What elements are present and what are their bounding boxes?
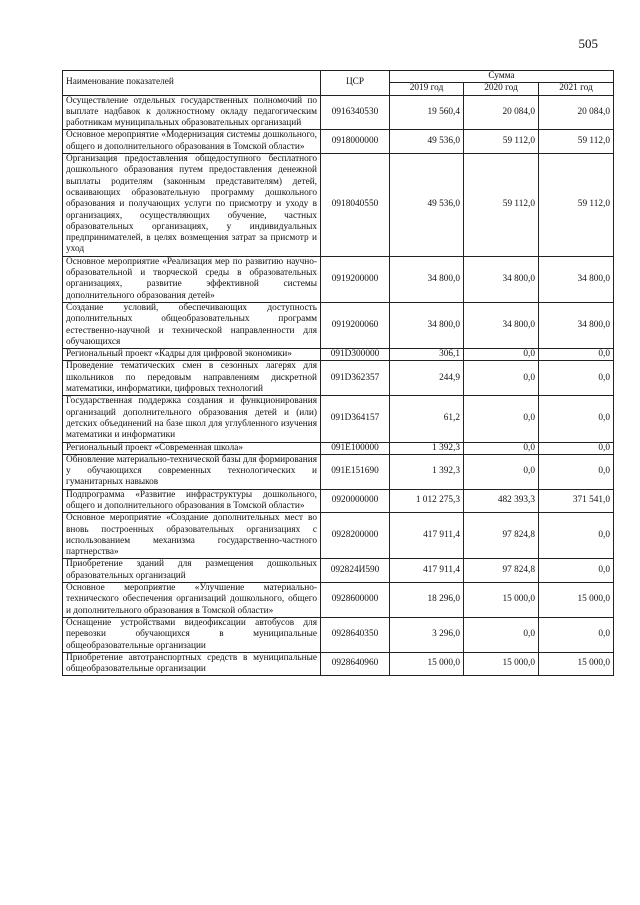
row-name: Организация предоставления общедоступного бесплатного дошкольного образования путем предоставления денежной выплаты родителям (законным представителям) детей, осваивающих образовательную программу дошкольного образования и получающих услуги по присмотру и уходу в организациях, осуществляющих обучение, частных образовательных организациях, у индивидуальных предпринимателей, в целях возмещения затрат за присмотр и уход xyxy=(63,154,321,257)
row-csr: 0928640960 xyxy=(321,652,390,676)
row-value-2020: 0,0 xyxy=(464,349,539,361)
table-row xyxy=(63,489,614,513)
row-value-2019: 49 536,0 xyxy=(390,154,464,257)
row-value-2021: 15 000,0 xyxy=(539,652,614,676)
row-value-2020: 482 393,3 xyxy=(464,489,539,513)
row-csr: 0920000000 xyxy=(321,489,390,513)
row-value-2020: 0,0 xyxy=(464,454,539,489)
row-value-2019: 3 296,0 xyxy=(390,617,464,652)
row-value-2020: 34 800,0 xyxy=(464,256,539,302)
table-row xyxy=(63,302,614,348)
row-csr: 091E151690 xyxy=(321,454,390,489)
row-value-2020: 59 112,0 xyxy=(464,154,539,257)
row-value-2019: 1 392,3 xyxy=(390,442,464,454)
row-value-2020: 34 800,0 xyxy=(464,302,539,348)
row-value-2021: 0,0 xyxy=(539,617,614,652)
table-row xyxy=(63,513,614,559)
row-name: Основное мероприятие «Создание дополнительных мест во вновь построенных образовательных организациях с использованием механизма государственно-частного партнерства» xyxy=(63,513,321,559)
row-csr: 0928200000 xyxy=(321,513,390,559)
row-csr: 0918040550 xyxy=(321,154,390,257)
row-name: Оснащение устройствами видеофиксации автобусов для перевозки обучающихся в муниципальные общеобразовательные организации xyxy=(63,617,321,652)
row-value-2020: 15 000,0 xyxy=(464,583,539,618)
row-csr: 0928600000 xyxy=(321,583,390,618)
row-name: Основное мероприятие «Улучшение материально-технического обеспечения организаций дошкольного, общего и дополнительного образования в Томской области» xyxy=(63,583,321,618)
row-csr: 091D362357 xyxy=(321,361,390,396)
row-name: Создание условий, обеспечивающих доступность дополнительных общеобразовательных программ естественно-научной и технической направленности для обучающихся xyxy=(63,302,321,348)
row-value-2021: 0,0 xyxy=(539,559,614,583)
table-row xyxy=(63,559,614,583)
row-name: Основное мероприятие «Модернизация системы дошкольного, общего и дополнительного образования в Томской области» xyxy=(63,130,321,154)
table-row xyxy=(63,442,614,454)
row-value-2019: 49 536,0 xyxy=(390,130,464,154)
table-row xyxy=(63,256,614,302)
row-value-2020: 0,0 xyxy=(464,617,539,652)
table-row xyxy=(63,349,614,361)
row-value-2019: 18 296,0 xyxy=(390,583,464,618)
row-value-2021: 0,0 xyxy=(539,442,614,454)
row-csr: 0928640350 xyxy=(321,617,390,652)
row-value-2020: 0,0 xyxy=(464,442,539,454)
header-year-2020: 2020 год xyxy=(464,83,539,95)
row-value-2021: 15 000,0 xyxy=(539,583,614,618)
row-name: Приобретение автотранспортных средств в муниципальные общеобразовательные организации xyxy=(63,652,321,676)
row-csr: 0916340530 xyxy=(321,95,390,130)
table-row xyxy=(63,154,614,257)
row-value-2020: 0,0 xyxy=(464,361,539,396)
row-csr: 091D300000 xyxy=(321,349,390,361)
row-value-2020: 97 824,8 xyxy=(464,559,539,583)
row-name: Обновление материально-технической базы для формирования у обучающихся современных технологических и гуманитарных навыков xyxy=(63,454,321,489)
row-name: Региональный проект «Современная школа» xyxy=(63,442,321,454)
row-value-2019: 61,2 xyxy=(390,396,464,442)
row-csr: 0918000000 xyxy=(321,130,390,154)
row-name: Государственная поддержка создания и функционирования организаций дополнительного образования детей и (или) детских объединений на базе школ для углубленного изучения математики и информатики xyxy=(63,396,321,442)
row-value-2021: 20 084,0 xyxy=(539,95,614,130)
row-value-2019: 34 800,0 xyxy=(390,302,464,348)
row-value-2021: 0,0 xyxy=(539,396,614,442)
row-value-2019: 1 392,3 xyxy=(390,454,464,489)
table-row xyxy=(63,361,614,396)
row-value-2020: 59 112,0 xyxy=(464,130,539,154)
row-value-2021: 0,0 xyxy=(539,361,614,396)
page-number: 505 xyxy=(578,36,598,51)
row-value-2019: 1 012 275,3 xyxy=(390,489,464,513)
header-name: Наименование показателей xyxy=(63,71,321,96)
row-value-2021: 371 541,0 xyxy=(539,489,614,513)
row-name: Подпрограмма «Развитие инфраструктуры дошкольного, общего и дополнительного образования в Томской области» xyxy=(63,489,321,513)
table-row xyxy=(63,617,614,652)
row-csr: 0919200000 xyxy=(321,256,390,302)
row-value-2020: 20 084,0 xyxy=(464,95,539,130)
table-row xyxy=(63,454,614,489)
budget-table xyxy=(62,70,614,676)
row-value-2021: 59 112,0 xyxy=(539,154,614,257)
row-value-2021: 34 800,0 xyxy=(539,256,614,302)
header-year-2019: 2019 год xyxy=(390,83,464,95)
row-value-2021: 34 800,0 xyxy=(539,302,614,348)
row-value-2020: 0,0 xyxy=(464,396,539,442)
header-year-2021: 2021 год xyxy=(539,83,614,95)
table-row xyxy=(63,652,614,676)
row-value-2019: 306,1 xyxy=(390,349,464,361)
table-row xyxy=(63,130,614,154)
row-value-2021: 59 112,0 xyxy=(539,130,614,154)
row-value-2021: 0,0 xyxy=(539,454,614,489)
table-row xyxy=(63,396,614,442)
row-csr: 091D364157 xyxy=(321,396,390,442)
row-value-2019: 19 560,4 xyxy=(390,95,464,130)
row-name: Приобретение зданий для размещения дошкольных образовательных организаций xyxy=(63,559,321,583)
row-value-2020: 97 824,8 xyxy=(464,513,539,559)
row-value-2019: 417 911,4 xyxy=(390,513,464,559)
header-sum: Сумма xyxy=(390,71,614,83)
table-row xyxy=(63,583,614,618)
row-csr: 092824И590 xyxy=(321,559,390,583)
row-value-2021: 0,0 xyxy=(539,513,614,559)
header-csr: ЦСР xyxy=(321,71,390,96)
row-name: Осуществление отдельных государственных полномочий по выплате надбавок к должностному окладу педагогическим работникам муниципальных образовательных организаций xyxy=(63,95,321,130)
row-value-2019: 15 000,0 xyxy=(390,652,464,676)
row-name: Региональный проект «Кадры для цифровой экономики» xyxy=(63,349,321,361)
row-csr: 0919200060 xyxy=(321,302,390,348)
row-value-2020: 15 000,0 xyxy=(464,652,539,676)
row-name: Проведение тематических смен в сезонных лагерях для школьников по передовым направлениям дискретной математики, информатики, цифровых технологий xyxy=(63,361,321,396)
row-value-2019: 34 800,0 xyxy=(390,256,464,302)
row-csr: 091E100000 xyxy=(321,442,390,454)
row-name: Основное мероприятие «Реализация мер по развитию научно-образовательной и творческой среды в образовательных организациях, развитие эффективной системы дополнительного образования детей» xyxy=(63,256,321,302)
row-value-2019: 244,9 xyxy=(390,361,464,396)
row-value-2021: 0,0 xyxy=(539,349,614,361)
row-value-2019: 417 911,4 xyxy=(390,559,464,583)
table-row xyxy=(63,95,614,130)
